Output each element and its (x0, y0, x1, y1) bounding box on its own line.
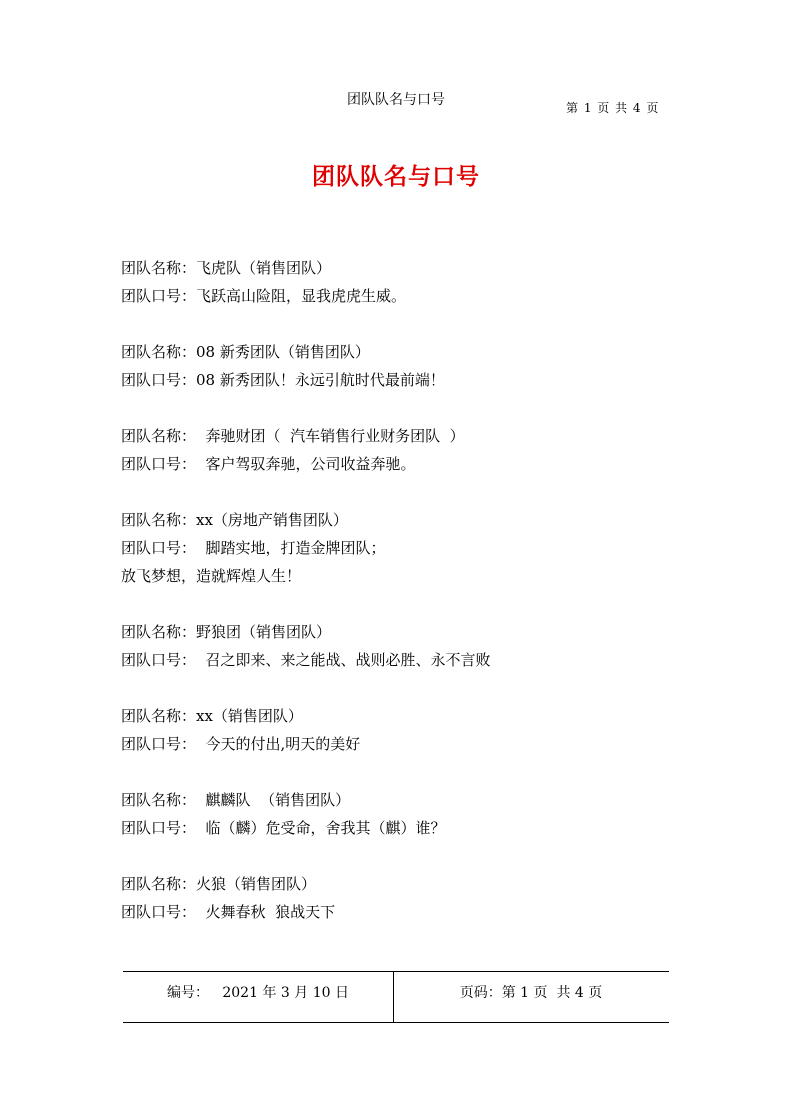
team-name-line: 团队名称：08 新秀团队（销售团队） (121, 343, 370, 361)
team-entry (121, 618, 681, 674)
team-entry (121, 702, 681, 758)
team-slogan-line: 团队口号： 今天的付出,明天的美好 (121, 735, 361, 753)
team-slogan-line: 团队口号： 召之即来、来之能战、战则必胜、永不言败 (121, 651, 491, 669)
team-name-line: 团队名称：野狼团（销售团队） (121, 623, 332, 641)
team-name-line: 团队名称：xx（销售团队） (121, 707, 303, 725)
team-entry (121, 254, 681, 310)
team-entry (121, 422, 681, 478)
team-name-line: 团队名称： 奔驰财团（ 汽车销售行业财务团队 ） (121, 427, 465, 445)
team-entry (121, 338, 681, 394)
team-slogan-line: 团队口号：08 新秀团队！永远引航时代最前端！ (121, 371, 445, 389)
document-title: 团队队名与口号 (312, 164, 480, 190)
footer-rule-bottom (123, 1022, 669, 1023)
team-name-line: 团队名称： 麒麟队 （销售团队） (121, 791, 351, 809)
team-slogan-line: 团队口号： 临（麟）危受命，舍我其（麒）谁？ (121, 819, 446, 837)
team-name-line: 团队名称：火狼（销售团队） (121, 875, 317, 893)
team-slogan-line: 团队口号：飞跃高山险阻，显我虎虎生威。 (121, 287, 407, 305)
team-slogan-line: 团队口号： 脚踏实地，打造金牌团队； (121, 539, 386, 557)
team-slogan-line: 团队口号： 火舞春秋 狼战天下 (121, 903, 336, 921)
team-slogan-line: 放飞梦想，造就辉煌人生！ (121, 567, 302, 585)
footer-page-number: 页码：第 1 页 共 4 页 (459, 985, 603, 1001)
team-name-line: 团队名称：xx（房地产销售团队） (121, 511, 348, 529)
footer-serial-date: 编号： 2021 年 3 月 10 日 (167, 985, 349, 1001)
team-entry (121, 786, 681, 842)
team-entry (121, 870, 681, 926)
footer-rule-top (123, 971, 669, 972)
team-entry (121, 506, 681, 590)
team-slogan-line: 团队口号： 客户驾驭奔驰，公司收益奔驰。 (121, 455, 416, 473)
page-header-title: 团队队名与口号 (347, 92, 445, 108)
team-name-line: 团队名称：飞虎队（销售团队） (121, 259, 332, 277)
team-entries (121, 254, 681, 954)
page-header-page-indicator: 第 1 页 共 4 页 (566, 101, 660, 115)
